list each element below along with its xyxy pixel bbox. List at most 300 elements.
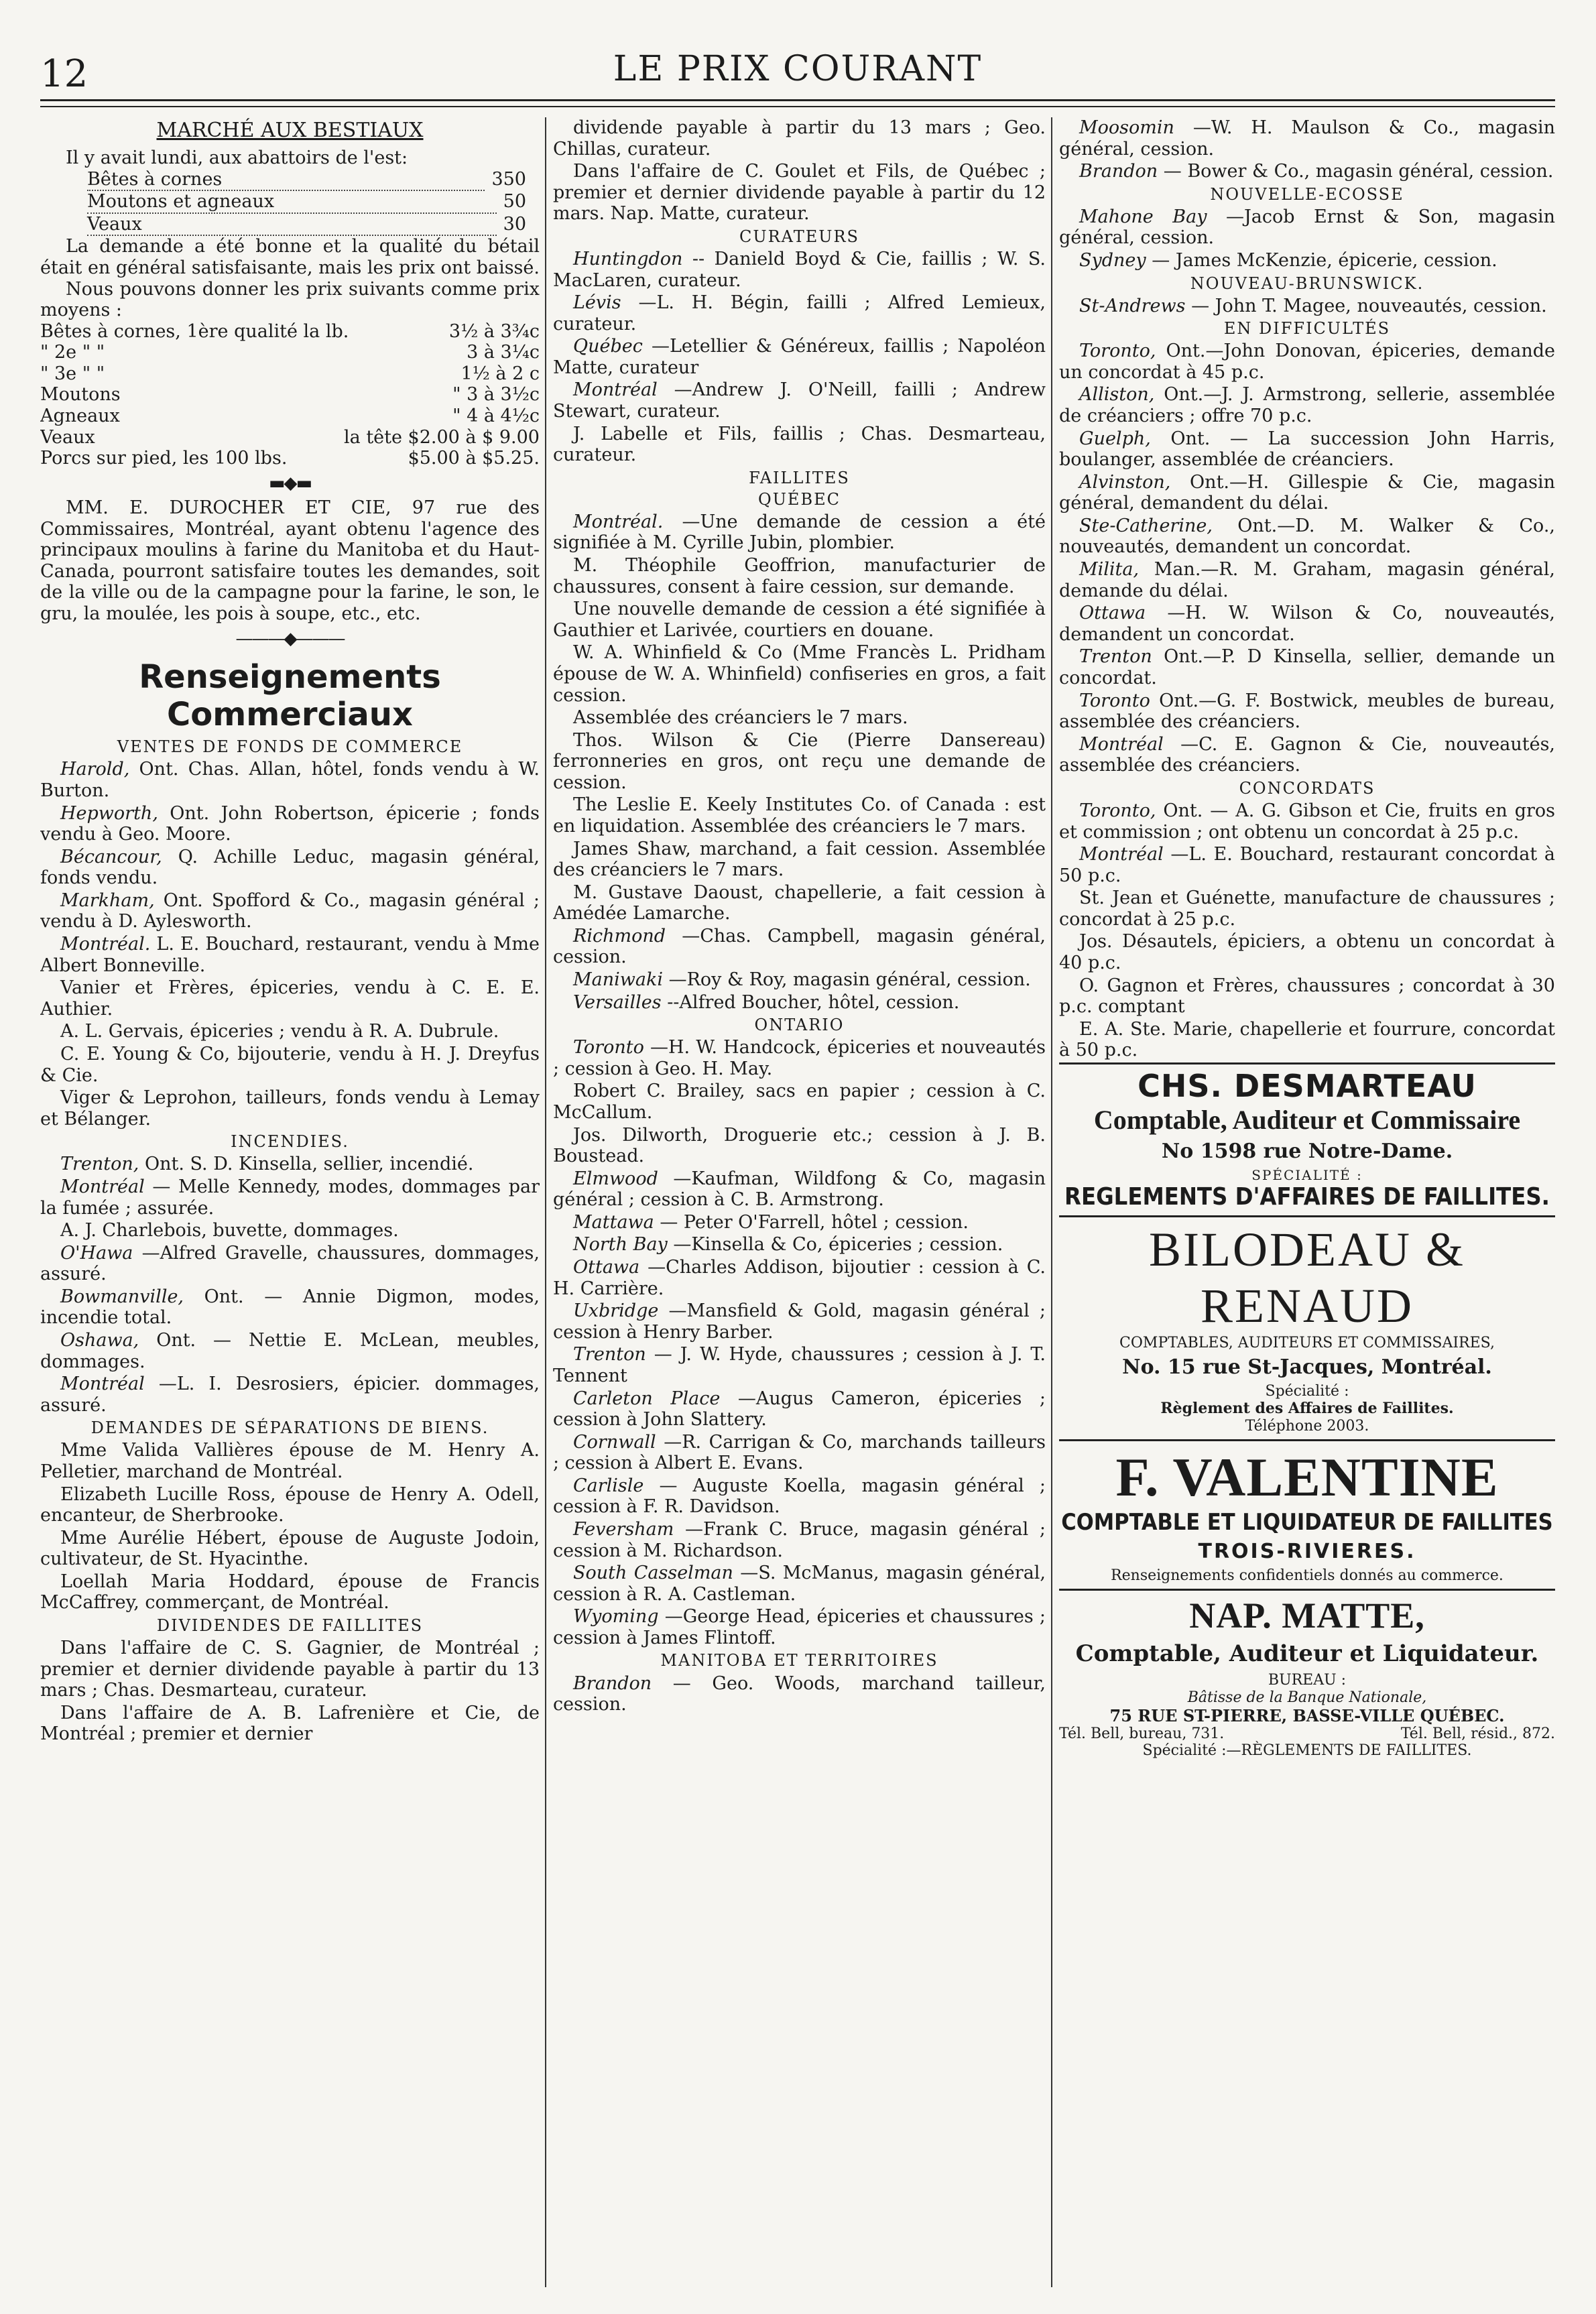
list-item xyxy=(553,642,1046,706)
entry-text: Ont.—D. M. Walker & Co., nouveautés, demandent un concordat. xyxy=(1059,515,1555,558)
dividendes-list xyxy=(40,1638,540,1745)
entry-text: J. Labelle et Fils, faillis ; Chas. Desmarteau, curateur. xyxy=(553,423,1046,466)
list-item xyxy=(553,1673,1046,1715)
ad-desmarteau-line: REGLEMENTS D'AFFAIRES DE FAILLITES. xyxy=(1064,1182,1550,1211)
subheading-difficultes: EN DIFFICULTÉS xyxy=(1223,319,1391,339)
subheading-manitoba: MANITOBA ET TERRITOIRES xyxy=(660,1651,938,1670)
column-separator xyxy=(545,117,546,2287)
row-label: " 2e " " xyxy=(40,342,105,363)
entry-text: —Kaufman, Wildfong & Co, magasin général ; cession à C. B. Armstrong. xyxy=(553,1168,1046,1211)
entry-text: James Shaw, marchand, a fait cession. Assemblée des créanciers le 7 mars. xyxy=(553,838,1046,881)
entry-location: Trenton xyxy=(1079,646,1164,668)
entry-text: —Charles Addison, bijoutier : cession à C. H. Carrière. xyxy=(553,1257,1046,1299)
ornament-divider: ▬◆▬ xyxy=(268,473,312,493)
entry-text: — Auguste Koella, magasin général ; cession à F. R. Davidson. xyxy=(553,1475,1046,1518)
row-value: 3½ à 3¾c xyxy=(448,320,540,342)
list-item xyxy=(40,890,540,932)
entry-text: —Andrew J. O'Neill, failli ; Andrew Stewart, curateur. xyxy=(553,379,1046,422)
manitoba-list xyxy=(553,1673,1046,1715)
list-item xyxy=(553,969,1046,991)
entry-text: Ont. Spofford & Co., magasin général ; vendu à D. Aylesworth. xyxy=(40,890,540,932)
entry-text: Dans l'affaire de C. Goulet et Fils, de Québec ; premier et dernier dividende payable à partir du 12 mars. Nap. Matte, curateur. xyxy=(553,161,1046,225)
ad-matte-building: Bâtisse de la Banque Nationale, xyxy=(1187,1689,1427,1706)
entry-location: Toronto xyxy=(1079,690,1160,711)
ad-matte-name: NAP. MATTE, xyxy=(1189,1595,1425,1636)
list-item xyxy=(553,1519,1046,1561)
entry-text: —W. H. Maulson & Co., magasin général, cession. xyxy=(1059,117,1555,160)
ad-valentine-city: TROIS-RIVIERES. xyxy=(1198,1540,1416,1564)
entry-location: Bécancour, xyxy=(60,846,178,867)
entry-location: Ste-Catherine, xyxy=(1079,515,1238,536)
header-rule-thin xyxy=(40,106,1555,107)
entry-text: Ont.—John Donovan, épiceries, demande un concordat à 45 p.c. xyxy=(1059,341,1555,383)
entry-text: —Letellier & Généreux, faillis ; Napoléon Matte, curateur xyxy=(553,336,1046,378)
entry-text: —Alfred Gravelle, chaussures, dommages, assuré. xyxy=(40,1242,540,1285)
entry-text: St. Jean et Guénette, manufacture de chaussures ; concordat à 25 p.c. xyxy=(1059,888,1555,930)
list-item xyxy=(553,249,1046,291)
subheading-quebec: QUÉBEC xyxy=(758,489,841,509)
entry-location: Toronto xyxy=(573,1037,650,1058)
row-label: Bêtes à cornes, 1ère qualité la lb. xyxy=(40,320,349,342)
entry-text: Ont.—J. J. Armstrong, sellerie, assemblée de créanciers ; offre 70 p.c. xyxy=(1059,384,1555,427)
list-item xyxy=(553,1257,1046,1299)
entry-text: —R. Carrigan & Co, marchands tailleurs ; cession à Albert E. Evans. xyxy=(553,1431,1046,1474)
column-2 xyxy=(553,117,1046,2294)
page-header xyxy=(40,25,1555,99)
entry-location: Ottawa xyxy=(573,1257,648,1278)
stat-row xyxy=(87,169,526,192)
list-item xyxy=(40,1220,540,1241)
list-item xyxy=(1059,888,1555,930)
list-item xyxy=(1059,296,1555,317)
entry-location: Lévis xyxy=(573,292,639,314)
entry-location: Moosomin xyxy=(1079,117,1193,138)
row-value: 50 xyxy=(503,191,526,212)
list-item xyxy=(553,707,1046,729)
entry-text: —Jacob Ernst & Son, magasin général, cession. xyxy=(1059,206,1555,249)
list-item xyxy=(553,730,1046,794)
entry-location: Carlisle xyxy=(573,1475,660,1496)
list-item xyxy=(553,161,1046,225)
entry-text: —Frank C. Bruce, magasin général ; cession à M. Richardson. xyxy=(553,1519,1046,1561)
list-item xyxy=(40,1703,540,1745)
list-item xyxy=(40,1044,540,1086)
ad-matte-bureau: BUREAU : xyxy=(1268,1672,1347,1689)
section-heading-renseignements: Renseignements Commerciaux xyxy=(139,658,441,734)
quebec-list xyxy=(553,511,1046,1013)
subheading-ontario: ONTARIO xyxy=(754,1016,845,1035)
entry-text: —L. E. Bouchard, restaurant concordat à 50 p.c. xyxy=(1059,844,1555,886)
entry-text: —L. H. Bégin, failli ; Alfred Lemieux, curateur. xyxy=(553,292,1046,334)
list-item xyxy=(1059,734,1555,776)
list-item xyxy=(553,1037,1046,1079)
entry-text: Robert C. Brailey, sacs en papier ; cession à C. McCallum. xyxy=(553,1081,1046,1123)
list-item xyxy=(553,1563,1046,1605)
manitoba-continued-list xyxy=(1059,117,1555,182)
entry-text: Dans l'affaire de A. B. Lafrenière et Cie, de Montréal ; premier et dernier xyxy=(40,1702,540,1745)
ad-bilodeau xyxy=(1059,1215,1555,1439)
entry-text: —Chas. Campbell, magasin général, cession. xyxy=(553,925,1046,968)
entry-text: A. J. Charlebois, buvette, dommages. xyxy=(60,1220,399,1241)
entry-location: Guelph, xyxy=(1079,428,1171,449)
entry-location: Bowmanville, xyxy=(60,1286,204,1307)
entry-text: Loellah Maria Hoddard, épouse de Francis McCaffrey, commerçant, de Montréal. xyxy=(40,1571,540,1613)
list-item xyxy=(553,1606,1046,1648)
list-item xyxy=(40,1440,540,1482)
entry-text: Ont. — A. G. Gibson et Cie, fruits en gros et commission ; ont obtenu un concordat à 25 p.c. xyxy=(1059,800,1555,843)
demand-paragraph: La demande a été bonne et la qualité du bétail était en général satisfaisante, mais les prix ont baissé. xyxy=(40,236,540,278)
incendies-list xyxy=(40,1154,540,1416)
list-item xyxy=(40,1571,540,1613)
entry-text: Viger & Leprohon, tailleurs, fonds vendu à Lemay et Bélanger. xyxy=(40,1087,540,1130)
stat-row xyxy=(40,321,540,343)
list-item xyxy=(40,1286,540,1329)
ad-matte-phone-home: Tél. Bell, résid., 872. xyxy=(1400,1725,1555,1742)
list-item xyxy=(40,759,540,801)
entry-text: Jos. Désautels, épiciers, a obtenu un concordat à 40 p.c. xyxy=(1059,931,1555,973)
list-item xyxy=(553,336,1046,378)
entry-text: Ont.—G. F. Bostwick, meubles de bureau, assemblée des créanciers. xyxy=(1059,690,1555,733)
entry-text: — Melle Kennedy, modes, dommages par la fumée ; assurée. xyxy=(40,1176,540,1219)
row-value: 3 à 3¼c xyxy=(467,342,540,363)
list-item xyxy=(40,1330,540,1372)
entry-text: Ont. — La succession John Harris, boulanger, assemblée de créanciers. xyxy=(1059,428,1555,471)
list-item xyxy=(1059,250,1555,271)
entry-text: —C. E. Gagnon & Cie, nouveautés, assemblée des créanciers. xyxy=(1059,733,1555,776)
list-item xyxy=(1059,206,1555,249)
section-heading-marche: MARCHÉ AUX BESTIAUX xyxy=(156,119,424,142)
entry-text: Elizabeth Lucille Ross, épouse de Henry A. Odell, encanteur, de Sherbrooke. xyxy=(40,1483,540,1526)
subheading-nouvelle-ecosse: NOUVELLE-ECOSSE xyxy=(1210,184,1404,204)
entry-location: Alvinston, xyxy=(1079,471,1190,493)
list-item xyxy=(40,1528,540,1570)
entry-location: Trenton, xyxy=(60,1154,145,1175)
entry-location: Toronto, xyxy=(1079,341,1166,362)
list-item xyxy=(1059,844,1555,886)
row-value: $5.00 à $5.25. xyxy=(408,448,540,469)
entry-location: Harold, xyxy=(60,759,139,780)
entry-text: Mme Aurélie Hébert, épouse de Auguste Jodoin, cultivateur, de St. Hyacinthe. xyxy=(40,1527,540,1570)
row-label: Porcs sur pied, les 100 lbs. xyxy=(40,448,288,469)
list-item xyxy=(1059,428,1555,471)
ad-matte-role: Comptable, Auditeur et Liquidateur. xyxy=(1075,1640,1539,1668)
subheading-curateurs: CURATEURS xyxy=(739,227,859,246)
ad-matte-address: 75 RUE ST-PIERRE, BASSE-VILLE QUÉBEC. xyxy=(1109,1705,1505,1725)
row-value: " 3 à 3½c xyxy=(452,384,540,406)
stat-row xyxy=(87,191,526,214)
list-item xyxy=(1059,646,1555,688)
entry-text: The Leslie E. Keely Institutes Co. of Canada : est en liquidation. Assemblée des créanciers le 7 mars. xyxy=(553,794,1046,837)
entry-text: L. E. Bouchard, restaurant, vendu à Mme Albert Bonneville. xyxy=(40,934,540,976)
entry-location: Mahone Bay xyxy=(1079,206,1226,227)
row-value: 30 xyxy=(503,213,526,235)
entry-location: Montréal xyxy=(1079,733,1181,755)
entry-text: E. A. Ste. Marie, chapellerie et fourrure, concordat à 50 p.c. xyxy=(1059,1018,1555,1061)
list-item xyxy=(553,1432,1046,1474)
entry-location: Maniwaki xyxy=(573,969,669,991)
column-3 xyxy=(1059,117,1555,2294)
entry-text: Ont. S. D. Kinsella, sellier, incendié. xyxy=(144,1154,474,1175)
subheading-nouveau-brunswick: NOUVEAU-BRUNSWICK. xyxy=(1190,273,1424,293)
entry-text: A. L. Gervais, épiceries ; vendu à R. A. Dubrule. xyxy=(60,1021,499,1042)
ad-desmarteau-address: No 1598 rue Notre-Dame. xyxy=(1161,1140,1453,1164)
list-item xyxy=(553,599,1046,641)
subheading-ventes: VENTES DE FONDS DE COMMERCE xyxy=(117,737,463,757)
stat-row xyxy=(40,363,540,385)
list-item xyxy=(40,934,540,976)
list-item xyxy=(553,1081,1046,1123)
list-item xyxy=(1059,603,1555,645)
entry-location: Oshawa, xyxy=(60,1329,157,1351)
ornament-divider: ———◆——— xyxy=(235,628,345,649)
entry-text: —H. W. Wilson & Co, nouveautés, demandent un concordat. xyxy=(1059,603,1555,645)
subheading-dividendes: DIVIDENDES DE FAILLITES xyxy=(156,1616,424,1635)
entry-location: Montréal. xyxy=(60,934,157,955)
list-item xyxy=(553,379,1046,422)
marche-intro: Il y avait lundi, aux abattoirs de l'est: xyxy=(66,147,408,169)
stat-row xyxy=(87,214,526,237)
entry-location: Uxbridge xyxy=(573,1300,669,1322)
entry-text: — Geo. Woods, marchand tailleur, cession. xyxy=(553,1672,1046,1715)
entry-text: O. Gagnon et Frères, chaussures ; concordat à 30 p.c. comptant xyxy=(1059,975,1555,1018)
entry-location: Markham, xyxy=(60,890,164,911)
entry-text: —L. I. Desrosiers, épicier. dommages, assuré. xyxy=(40,1374,540,1416)
entry-text: Ont. — Nettie E. McLean, meubles, dommages. xyxy=(40,1329,540,1372)
list-item xyxy=(40,1243,540,1285)
ad-valentine-name: F. VALENTINE xyxy=(1115,1446,1499,1508)
entry-text: — Bower & Co., magasin général, cession. xyxy=(1163,161,1554,182)
ad-desmarteau-role: Comptable, Auditeur et Commissaire xyxy=(1093,1104,1521,1135)
page-number: 12 xyxy=(40,52,88,96)
entry-text: M. Théophile Geoffrion, manufacturier de chaussures, consent à faire cession, sur demande. xyxy=(553,555,1046,597)
nouvelle-ecosse-list xyxy=(1059,206,1555,271)
list-item xyxy=(553,1475,1046,1518)
subheading-concordats: CONCORDATS xyxy=(1239,778,1375,798)
list-item xyxy=(1059,341,1555,383)
entry-location: Milita, xyxy=(1079,559,1154,581)
row-value: la tête $2.00 à $ 9.00 xyxy=(344,426,540,448)
ad-valentine-note: Renseignements confidentiels donnés au commerce. xyxy=(1111,1567,1503,1585)
dividend-continued-list xyxy=(553,117,1046,225)
row-label: Moutons xyxy=(40,384,121,406)
entry-location: Brandon xyxy=(1079,161,1164,182)
durocher-notice: MM. E. DUROCHER ET CIE, 97 rue des Commissaires, Montréal, ayant obtenu l'agence des principaux moulins à farine du Manitoba et du Haut-Canada, pourront satisfaire toutes les demandes, soit de la ville ou de la campagne pour la farine, le son, le gru, la moulée, les pois à soupe, etc., etc. xyxy=(40,497,540,625)
entry-location: Feversham xyxy=(573,1519,685,1540)
entry-text: Ont. John Robertson, épicerie ; fonds vendu à Geo. Moore. xyxy=(40,802,540,845)
entry-text: -- Danield Boyd & Cie, faillis ; W. S. MacLaren, curateur. xyxy=(553,248,1046,291)
entry-location: Montréal xyxy=(60,1374,159,1395)
list-item xyxy=(553,1234,1046,1256)
difficultes-list xyxy=(1059,341,1555,776)
list-item xyxy=(1059,690,1555,733)
row-label: Bêtes à cornes xyxy=(87,169,485,192)
ad-desmarteau-specialite: SPÉCIALITÉ : xyxy=(1251,1166,1363,1183)
list-item xyxy=(553,1300,1046,1343)
entry-text: Ont. Chas. Allan, hôtel, fonds vendu à W. Burton. xyxy=(40,759,540,802)
ad-matte-specialite: Spécialité :—RÈGLEMENTS DE FAILLITES. xyxy=(1142,1742,1472,1760)
list-item xyxy=(553,926,1046,968)
list-item xyxy=(553,794,1046,837)
entry-location: Versailles xyxy=(573,991,668,1013)
stat-row xyxy=(40,384,540,406)
entry-location: Carleton Place xyxy=(573,1388,738,1409)
list-item xyxy=(1059,559,1555,601)
list-item xyxy=(1059,161,1555,182)
subheading-separations: DEMANDES DE SÉPARATIONS DE BIENS. xyxy=(90,1418,489,1438)
subheading-faillites: FAILLITES xyxy=(749,468,850,487)
list-item xyxy=(40,1484,540,1526)
separations-list xyxy=(40,1440,540,1613)
list-item xyxy=(40,1374,540,1416)
list-item xyxy=(553,992,1046,1014)
stat-row xyxy=(40,342,540,363)
entry-text: Mme Valida Vallières épouse de M. Henry A. Pelletier, marchand de Montréal. xyxy=(40,1440,540,1482)
list-item xyxy=(553,882,1046,924)
list-item xyxy=(1059,975,1555,1018)
ad-matte-phones xyxy=(1059,1725,1555,1743)
prices-intro: Nous pouvons donner les prix suivants comme prix moyens : xyxy=(40,278,540,321)
entry-location: Hepworth, xyxy=(60,802,170,824)
list-item xyxy=(40,1154,540,1175)
ad-matte-phone-office: Tél. Bell, bureau, 731. xyxy=(1059,1725,1225,1742)
newspaper-title: LE PRIX COURANT xyxy=(613,49,983,89)
list-item xyxy=(40,1176,540,1219)
entry-text: —S. McManus, magasin général, cession à R. A. Castleman. xyxy=(553,1563,1046,1605)
column-1 xyxy=(40,117,540,2294)
ad-valentine xyxy=(1059,1439,1555,1589)
curateurs-list xyxy=(553,249,1046,466)
list-item xyxy=(1059,515,1555,558)
list-item xyxy=(1059,117,1555,160)
entry-text: Ont.—P. D Kinsella, sellier, demande un concordat. xyxy=(1059,646,1555,688)
list-item xyxy=(1059,384,1555,426)
entry-location: Elmwood xyxy=(573,1168,674,1189)
ad-valentine-role: COMPTABLE ET LIQUIDATEUR DE FAILLITES xyxy=(1061,1508,1553,1536)
entry-text: —Une demande de cession a été signifiée à M. Cyrille Jubin, plombier. xyxy=(553,511,1046,554)
row-value: 1½ à 2 c xyxy=(461,363,540,384)
entry-text: —Augus Cameron, épiceries ; cession à John Slattery. xyxy=(553,1388,1046,1430)
list-item xyxy=(1059,800,1555,843)
list-item xyxy=(1059,1019,1555,1061)
stat-row xyxy=(40,427,540,448)
ad-desmarteau xyxy=(1059,1062,1555,1215)
list-item xyxy=(1059,472,1555,514)
row-label: Veaux xyxy=(40,426,95,448)
list-item xyxy=(553,117,1046,160)
entry-text: — James McKenzie, épicerie, cession. xyxy=(1152,249,1497,271)
entry-text: —Roy & Roy, magasin général, cession. xyxy=(668,969,1031,991)
entry-text: — John T. Magee, nouveautés, cession. xyxy=(1191,295,1547,316)
ad-matte xyxy=(1059,1589,1555,1764)
entry-location: Wyoming xyxy=(573,1606,665,1628)
entry-location: Brandon xyxy=(573,1672,673,1694)
stat-row xyxy=(40,448,540,469)
price-list xyxy=(40,321,540,469)
list-item xyxy=(40,847,540,889)
entry-location: Sydney xyxy=(1079,249,1152,271)
entry-text: Une nouvelle demande de cession a été signifiée à Gauthier et Larivée, courtiers en douane. xyxy=(553,599,1046,641)
ad-bilodeau-specialite: Spécialité : xyxy=(1265,1383,1349,1400)
entry-location: Toronto, xyxy=(1079,800,1164,821)
row-label: Veaux xyxy=(87,214,497,237)
list-item xyxy=(553,511,1046,554)
arrivals-list xyxy=(40,169,540,237)
entry-location: Montréal xyxy=(1079,844,1171,865)
concordats-list xyxy=(1059,800,1555,1061)
ontario-list xyxy=(553,1037,1046,1648)
entry-location: South Casselman xyxy=(573,1563,741,1584)
row-label: Moutons et agneaux xyxy=(87,191,497,214)
ad-bilodeau-address: No. 15 rue St-Jacques, Montréal. xyxy=(1122,1355,1492,1380)
entry-location: Trenton xyxy=(573,1344,654,1365)
entry-location: St-Andrews xyxy=(1079,295,1192,316)
entry-text: C. E. Young & Co, bijouterie, vendu à H. J. Dreyfus & Cie. xyxy=(40,1043,540,1086)
ad-desmarteau-name: CHS. DESMARTEAU xyxy=(1138,1067,1477,1104)
entry-location: Huntingdon xyxy=(573,248,692,269)
row-value: 350 xyxy=(491,168,526,190)
entry-location: Richmond xyxy=(573,925,682,947)
entry-text: --Alfred Boucher, hôtel, cession. xyxy=(667,991,960,1013)
list-item xyxy=(553,1168,1046,1211)
entry-text: Assemblée des créanciers le 7 mars. xyxy=(573,707,908,729)
ad-bilodeau-phone: Téléphone 2003. xyxy=(1245,1417,1369,1435)
ad-bilodeau-role: COMPTABLES, AUDITEURS ET COMMISSAIRES, xyxy=(1119,1334,1495,1351)
entry-text: dividende payable à partir du 13 mars ; Geo. Chillas, curateur. xyxy=(553,117,1046,160)
list-item xyxy=(553,424,1046,466)
entry-text: —Mansfield & Gold, magasin général ; cession à Henry Barber. xyxy=(553,1300,1046,1343)
entry-text: —Kinsella & Co, épiceries ; cession. xyxy=(673,1234,1003,1256)
list-item xyxy=(40,1021,540,1042)
entry-text: Ont. — Annie Digmon, modes, incendie total. xyxy=(40,1286,540,1329)
entry-location: North Bay xyxy=(573,1234,674,1256)
ventes-list xyxy=(40,759,540,1130)
list-item xyxy=(40,1087,540,1130)
list-item xyxy=(553,1388,1046,1430)
nouveau-brunswick-list xyxy=(1059,296,1555,317)
entry-location: O'Hawa xyxy=(60,1242,142,1264)
row-label: Agneaux xyxy=(40,406,120,427)
stat-row xyxy=(40,406,540,427)
entry-location: Cornwall xyxy=(573,1431,664,1453)
entry-text: Dans l'affaire de C. S. Gagnier, de Montréal ; premier et dernier dividende payable à partir du 13 mars ; Chas. Desmarteau, curateur. xyxy=(40,1638,540,1701)
entry-location: Montréal xyxy=(573,379,674,401)
ad-bilodeau-line: Règlement des Affaires de Faillites. xyxy=(1160,1400,1454,1418)
subheading-incendies: INCENDIES. xyxy=(231,1132,349,1152)
entry-location: Québec xyxy=(573,336,652,357)
entry-text: Q. Achille Leduc, magasin général, fonds vendu. xyxy=(40,846,540,889)
list-item xyxy=(553,1125,1046,1167)
entry-text: Thos. Wilson & Cie (Pierre Dansereau) ferronneries en gros, ont reçu une demande de cession. xyxy=(553,729,1046,793)
entry-text: —George Head, épiceries et chaussures ; cession à James Flintoff. xyxy=(553,1606,1046,1648)
row-label: " 3e " " xyxy=(40,363,105,384)
column-separator xyxy=(1051,117,1052,2287)
list-item xyxy=(553,839,1046,881)
entry-text: M. Gustave Daoust, chapellerie, a fait cession à Amédée Lamarche. xyxy=(553,881,1046,924)
list-item xyxy=(553,1212,1046,1233)
row-value: " 4 à 4½c xyxy=(452,406,540,427)
entry-location: Mattawa xyxy=(573,1211,660,1233)
list-item xyxy=(1059,931,1555,973)
entry-text: Vanier et Frères, épiceries, vendu à C. E. E. Authier. xyxy=(40,977,540,1020)
entry-location: Alliston, xyxy=(1079,384,1164,406)
entry-text: Jos. Dilworth, Droguerie etc.; cession à J. B. Boustead. xyxy=(553,1124,1046,1167)
list-item xyxy=(553,292,1046,334)
entry-text: W. A. Whinfield & Co (Mme Francès L. Pridham épouse de W. A. Whinfield) confiseries en gros, a fait cession. xyxy=(553,642,1046,706)
entry-text: Man.—R. M. Graham, magasin général, demande du délai. xyxy=(1059,559,1555,601)
entry-location: Montréal xyxy=(60,1176,153,1197)
entry-text: — Peter O'Farrell, hôtel ; cession. xyxy=(660,1211,969,1233)
entry-location: Montréal. xyxy=(573,511,682,532)
